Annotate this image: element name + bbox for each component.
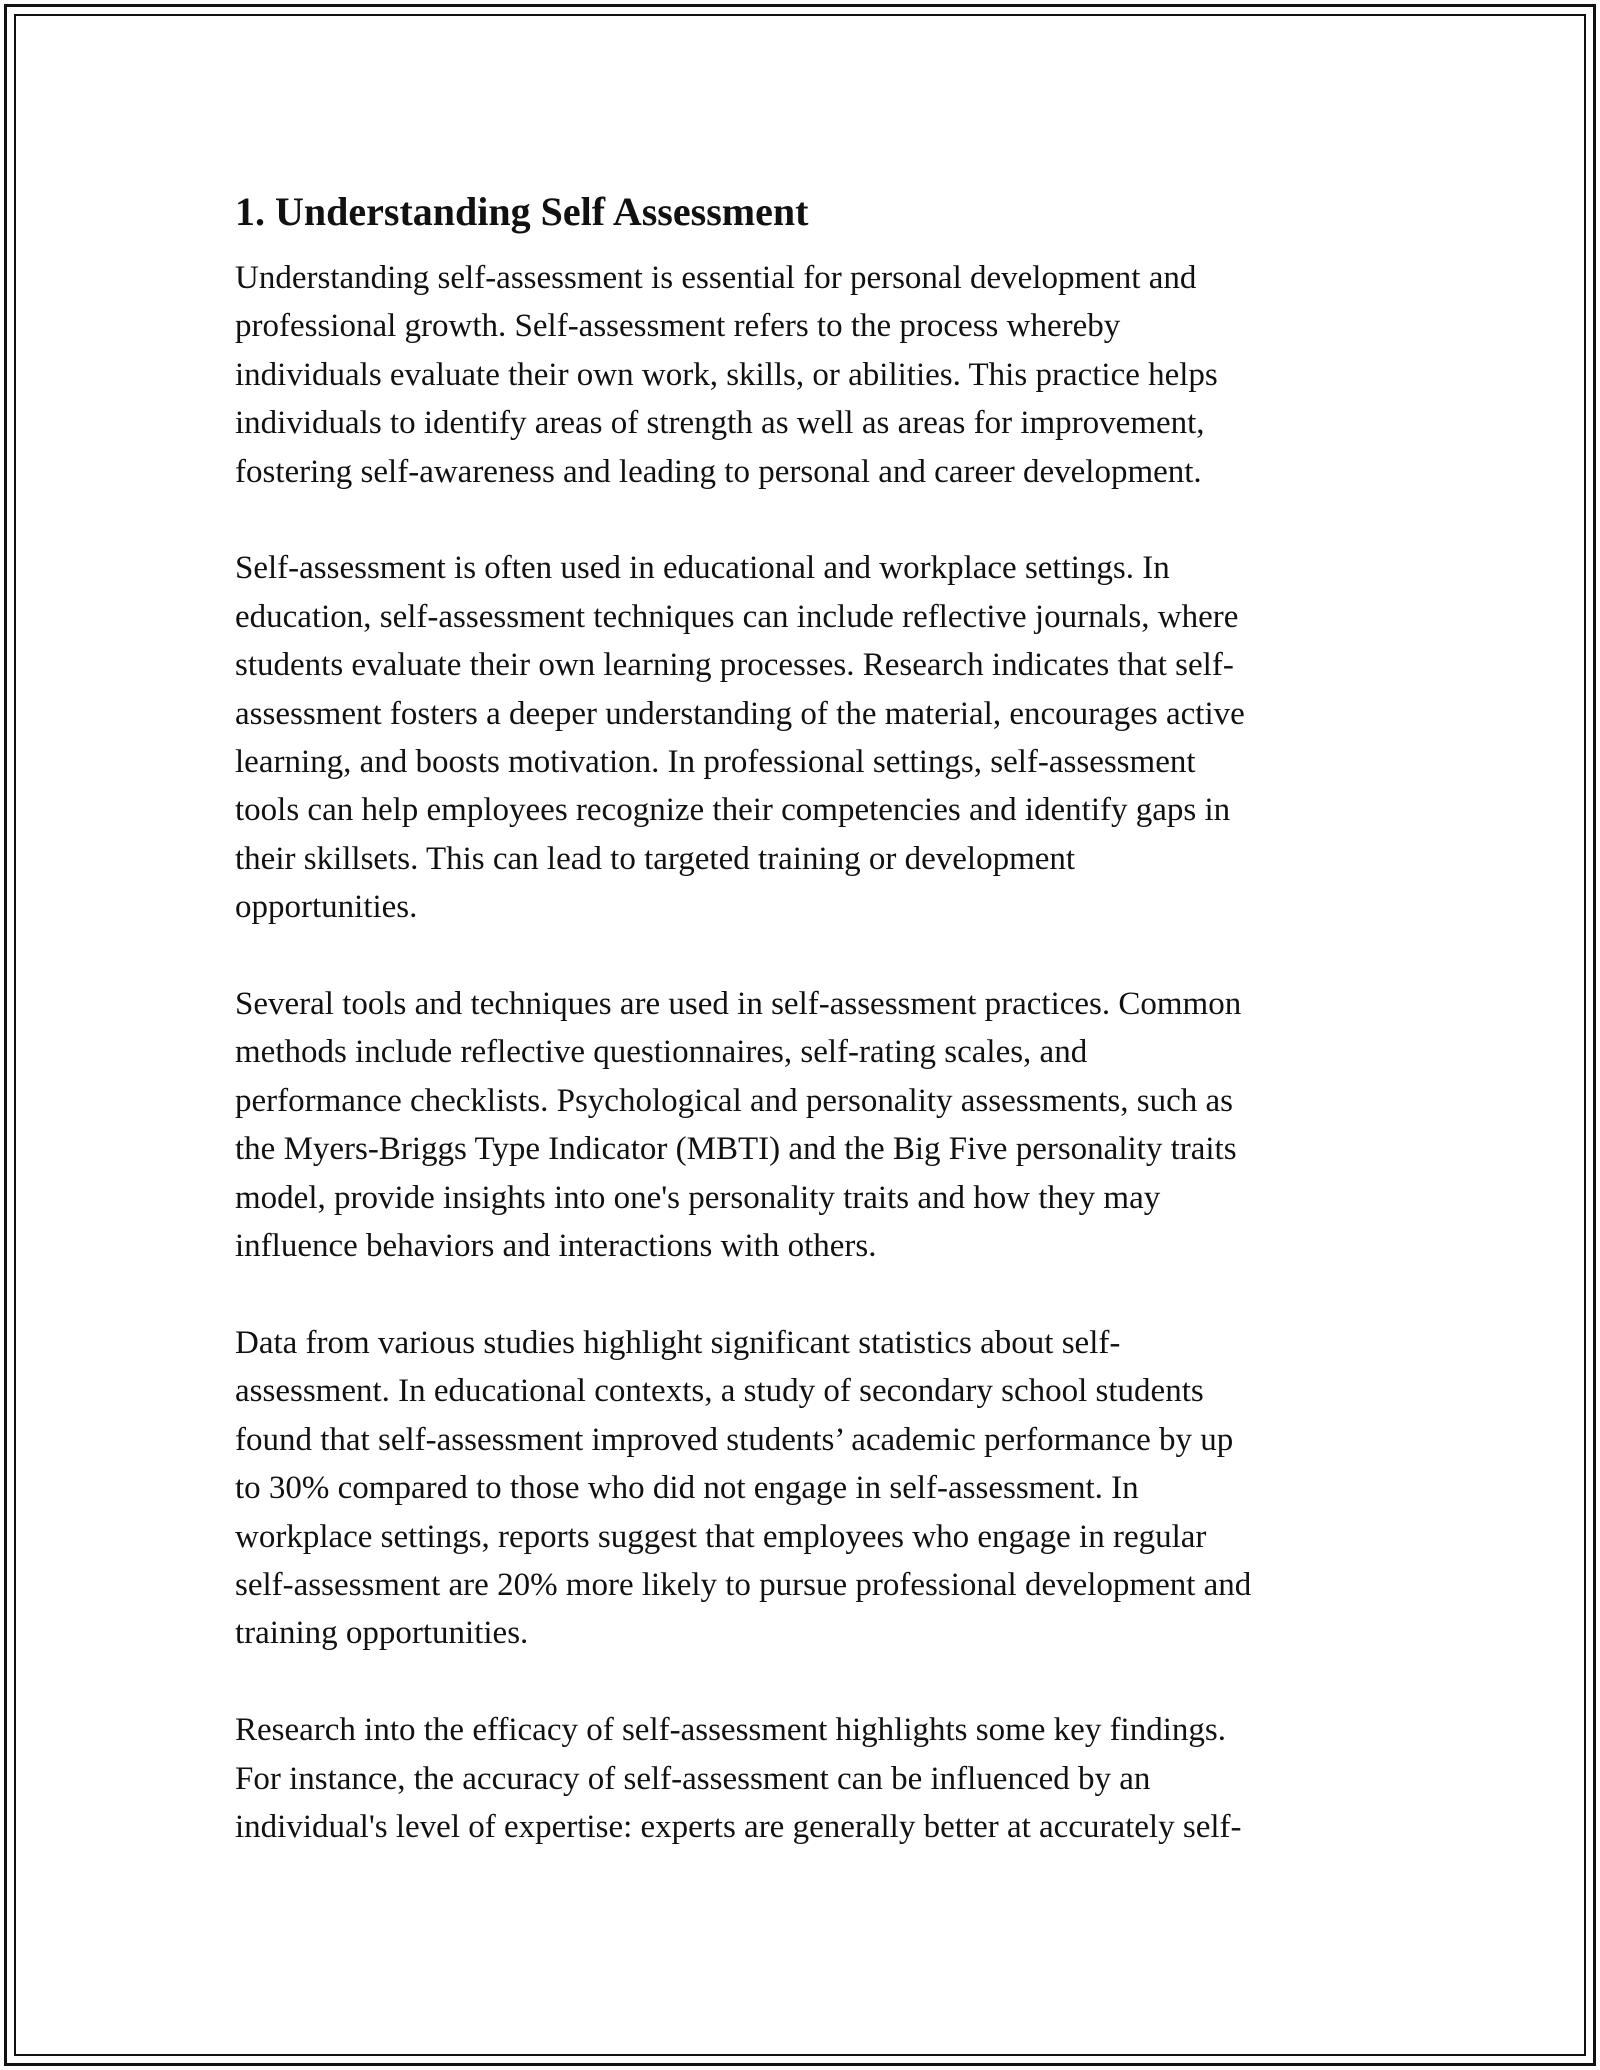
text-line: individuals evaluate their own work, skills, or abilities. This practice helps — [235, 356, 1218, 393]
text-line: professional growth. Self-assessment refers to the process whereby — [235, 308, 1121, 345]
text-line: training opportunities. — [235, 1615, 529, 1652]
text-line: influence behaviors and interactions with others. — [235, 1228, 877, 1265]
text-line: education, self-assessment techniques can include reflective journals, where — [235, 598, 1239, 635]
paragraph-research — [235, 1706, 1365, 1851]
section-heading: 1. Understanding Self Assessment — [235, 189, 809, 234]
text-line: learning, and boosts motivation. In professional settings, self-assessment — [235, 744, 1196, 781]
paragraph-tools — [235, 980, 1365, 1270]
text-line: their skillsets. This can lead to targeted training or development — [235, 840, 1076, 877]
text-line: to 30% compared to those who did not engage in self-assessment. In — [235, 1470, 1139, 1507]
paragraph-settings — [235, 544, 1365, 931]
text-line: For instance, the accuracy of self-assessment can be influenced by an — [235, 1760, 1151, 1797]
text-line: workplace settings, reports suggest that employees who engage in regular — [235, 1518, 1207, 1555]
text-line: individual's level of expertise: experts are generally better at accurately self- — [235, 1808, 1242, 1845]
text-line: self-assessment are 20% more likely to pursue professional development and — [235, 1566, 1252, 1603]
text-line: methods include reflective questionnaires, self-rating scales, and — [235, 1034, 1088, 1071]
text-line: fostering self-awareness and leading to personal and career development. — [235, 453, 1202, 490]
text-line: opportunities. — [235, 889, 418, 926]
text-line: tools can help employees recognize their competencies and identify gaps in — [235, 792, 1231, 829]
text-line: Research into the efficacy of self-assessment highlights some key findings. — [235, 1712, 1226, 1749]
text-line: Data from various studies highlight significant statistics about self- — [235, 1324, 1121, 1361]
text-line: assessment. In educational contexts, a study of secondary school students — [235, 1373, 1204, 1410]
text-line: assessment fosters a deeper understanding of the material, encourages active — [235, 695, 1245, 732]
text-line: the Myers-Briggs Type Indicator (MBTI) and the Big Five personality traits — [235, 1131, 1237, 1168]
text-line: Understanding self-assessment is essential for personal development and — [235, 260, 1197, 296]
text-line: found that self-assessment improved students’ academic performance by up — [235, 1421, 1234, 1458]
text-line: model, provide insights into one's personality traits and how they may — [235, 1179, 1161, 1216]
text-line: Self-assessment is often used in educational and workplace settings. In — [235, 550, 1170, 587]
text-line: individuals to identify areas of strength as well as areas for improvement, — [235, 405, 1205, 442]
document-body — [235, 186, 1365, 1900]
text-line: performance checklists. Psychological and personality assessments, such as — [235, 1082, 1233, 1119]
text-line: students evaluate their own learning processes. Research indicates that self- — [235, 647, 1234, 684]
paragraph-intro — [235, 254, 1365, 496]
text-line: Several tools and techniques are used in self-assessment practices. Common — [235, 986, 1242, 1023]
paragraph-statistics — [235, 1319, 1365, 1658]
